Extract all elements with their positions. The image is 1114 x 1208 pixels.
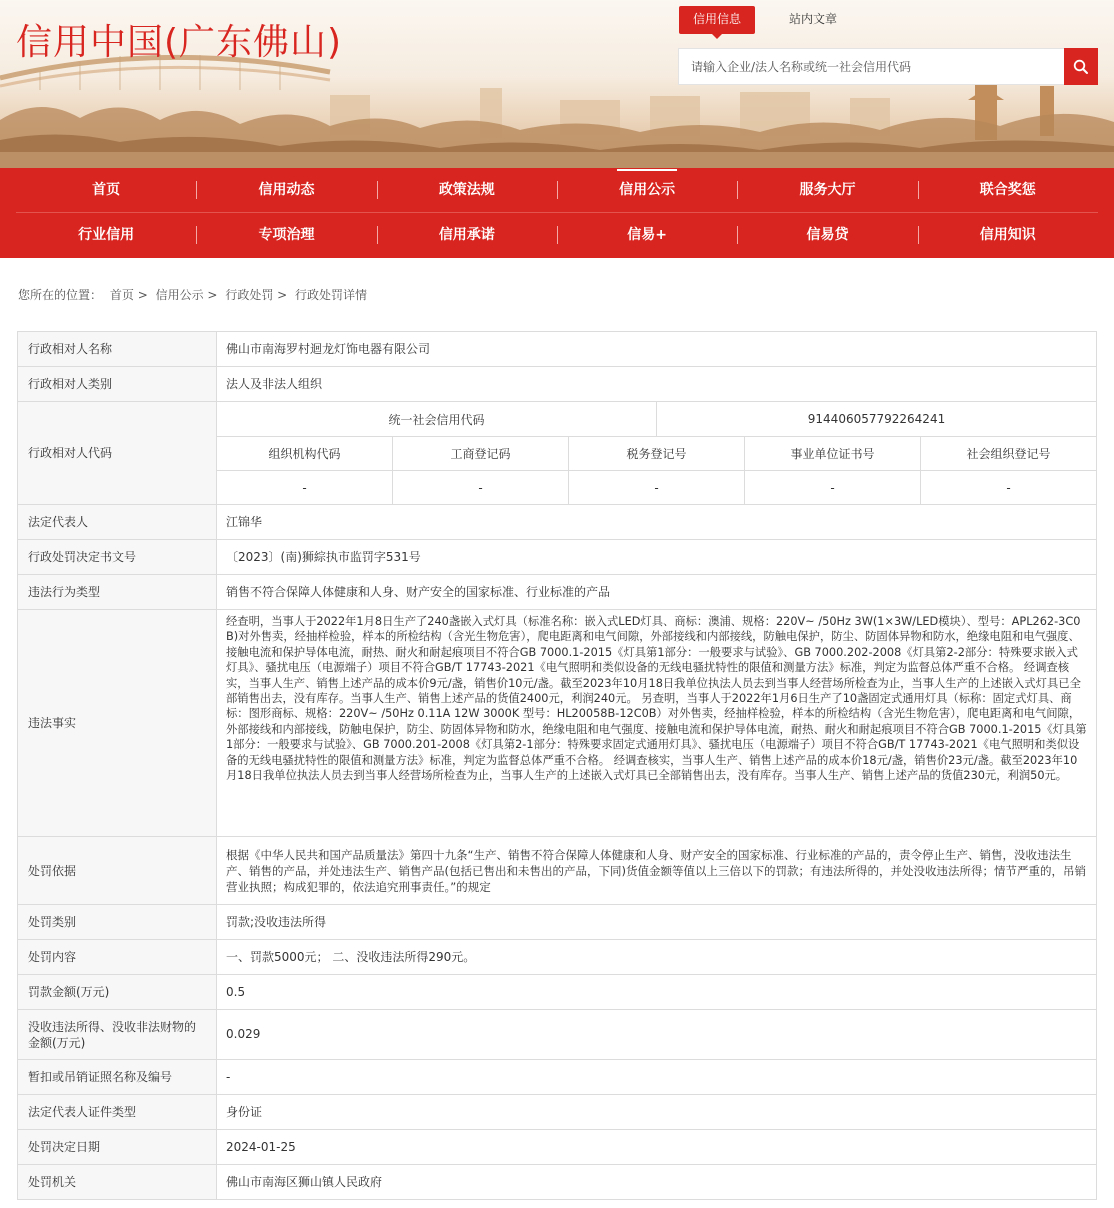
search-box xyxy=(678,48,1098,85)
decision-date-value: 2024-01-25 xyxy=(226,1139,296,1154)
field-label: 行政处罚决定书文号 xyxy=(18,540,217,574)
org-code-value: - xyxy=(302,480,307,495)
table-row xyxy=(18,574,1096,609)
field-label: 法定代表人 xyxy=(18,505,217,539)
field-label: 没收违法所得、没收非法财物的金额(万元) xyxy=(18,1010,217,1059)
table-row xyxy=(18,366,1096,401)
penalty-content-value: 一、罚款5000元； 二、没收违法所得290元。 xyxy=(226,949,476,964)
field-label: 处罚内容 xyxy=(18,940,217,974)
nav-row-secondary xyxy=(16,213,1098,258)
nav-row-primary xyxy=(16,168,1098,213)
decision-no-value: 〔2023〕(南)狮綜执市监罚字531号 xyxy=(226,549,421,564)
nav-industry-credit[interactable]: 行业信用 xyxy=(78,227,135,243)
field-label: 法定代表人证件类型 xyxy=(18,1095,217,1129)
breadcrumb-separator: > xyxy=(277,288,288,302)
org-code-header: 组织机构代码 xyxy=(268,447,341,461)
nav-credit-knowledge[interactable]: 信用知识 xyxy=(918,213,1098,258)
uscc-row xyxy=(217,402,1096,436)
nav-xinyi-loan[interactable]: 信易贷 xyxy=(737,213,917,258)
penalty-detail-table xyxy=(17,331,1097,1200)
code-header-row xyxy=(217,436,1096,470)
uscc-label: 统一社会信用代码 xyxy=(388,412,485,427)
penalty-basis-value: 根据《中华人民共和国产品质量法》第四十九条“生产、销售不符合保障人体健康和人身、财产安全的国家标准、行业标准的产品的，责令停止生产、销售，没收违法生产、销售的产品，并处违法生产、销售产品(包括已售出和未售出的产品，下同)货值金额等值以上三倍以下的罚款；有违法所得的，并处没收违法所得；情节严重的，吊销营业执照；构成犯罪的，依法追究刑事责任。”的规定 xyxy=(226,848,1086,894)
social-org-value: - xyxy=(920,471,1096,504)
nav-credit-disclosure[interactable]: 信用公示 xyxy=(557,168,737,213)
business-reg-header: 工商登记码 xyxy=(392,437,568,470)
field-label: 违法行为类型 xyxy=(18,575,217,609)
party-code-grid xyxy=(217,402,1096,504)
legal-rep-value: 江锦华 xyxy=(226,514,263,529)
confiscation-amount-value: 0.029 xyxy=(226,1027,261,1041)
main-nav xyxy=(0,168,1114,258)
nav-credit-commitment[interactable]: 信用承诺 xyxy=(377,213,557,258)
social-org-header: 社会组织登记号 xyxy=(920,437,1096,470)
tax-reg-value: - xyxy=(568,471,744,504)
table-row xyxy=(18,609,1096,836)
table-row xyxy=(18,1009,1096,1059)
field-label: 行政相对人名称 xyxy=(18,332,217,366)
search-input[interactable] xyxy=(679,49,1065,84)
search-icon xyxy=(1073,59,1089,75)
table-row xyxy=(18,1164,1096,1199)
violation-facts-value: 经查明，当事人于2022年1月8日生产了240盏嵌入式灯具（标准名称：嵌入式LED灯具、商标：澳浦、规格：220V~ /50Hz 3W(1×3W/LED模块）、型号：APL262-3C0B)对外售卖，经抽样检验，样本的所检结构（含光生物危害），爬电距离和电气间隙，外部接线和内部接线，防触电保护，防尘、防固体异物和防水，绝缘电阻和电气强度、接触电流和保护导体电流，耐热、耐火和耐起痕项目不符合GB 7000.1-2015《灯具第1部分：一般要求与试验》、GB 7000.202-2008《灯具第2-2部分：特殊要求嵌入式灯具》、骚扰电压（电源端子）项目不符合GB/T 17743-2021《电气照明和类似设备的无线电骚扰特性的限值和测量方法》标准，判定为监督总体严重不合格。 经调查核实，当事人生产、销售上述产品的成本价9元/盏，销售价10元/盏。截至2023年10月18日我单位执法人员去到当事人经营场所检查为止，当事人生产的上述嵌入式灯具已全部销售出去，没有库存。当事人生产、销售上述产品的货值2400元，利润240元。 另查明，当事人于2022年1月6日生产了10盏固定式通用灯具（标称：固定式灯具、商标：图形商标、规格：220V~ /50Hz 0.11A 12W 3000K 型号：HL20058B-12C0B）对外售卖，经抽样检验，样本的所检结构（含光生物危害），爬电距离和电气间隙，外部接线和内部接线，防触电保护，防尘、防固体异物和防水，绝缘电阻和电气强度、接触电流和保护导体电流，耐热、耐火和耐起痕项目不符合GB 7000.1-2015《灯具第1部分：一般要求与试验》、GB 7000.201-2008《灯具第2-1部分：特殊要求固定式通用灯具》、骚扰电压（电源端子）项目不符合GB/T 17743-2021《电气照明和类似设备的无线电骚扰特性的限值和测量方法》标准，判定为监督总体严重不合格。 经调查核实，当事人生产、销售上述产品的成本价18元/盏，销售价23元/盏。截至2023年10月18日我单位执法人员去到当事人经营场所检查为止，当事人生产的上述嵌入式灯具已全部销售出去，没有库存。当事人生产、销售上述产品的货值230元，利润50元。 xyxy=(226,615,1087,783)
nav-joint-rewards[interactable]: 联合奖惩 xyxy=(918,168,1098,213)
breadcrumb-home[interactable]: 首页 xyxy=(109,288,134,302)
license-value: - xyxy=(226,1069,231,1084)
table-row xyxy=(18,539,1096,574)
code-value-row xyxy=(217,470,1096,504)
field-label: 罚款金额(万元) xyxy=(18,975,217,1009)
breadcrumb-prefix: 您所在的位置： xyxy=(18,288,103,302)
nav-special-governance[interactable]: 专项治理 xyxy=(196,213,376,258)
uscc-value: 914406057792264241 xyxy=(656,402,1096,436)
breadcrumb-separator: > xyxy=(137,288,148,302)
id-type-value: 身份证 xyxy=(226,1104,263,1119)
table-row xyxy=(18,939,1096,974)
breadcrumb-credit-disclosure[interactable]: 信用公示 xyxy=(155,288,204,302)
field-label: 处罚机关 xyxy=(18,1165,217,1199)
table-row xyxy=(18,836,1096,904)
institution-cert-value: - xyxy=(744,471,920,504)
nav-xinyi-plus[interactable]: 信易+ xyxy=(557,213,737,258)
violation-type-value: 销售不符合保障人体健康和人身、财产安全的国家标准、行业标准的产品 xyxy=(226,584,611,599)
breadcrumb-current: 行政处罚详情 xyxy=(295,288,368,302)
party-name-value: 佛山市南海罗村迴龙灯饰电器有限公司 xyxy=(226,341,431,356)
authority-value: 佛山市南海区狮山镇人民政府 xyxy=(226,1174,383,1189)
table-row xyxy=(18,504,1096,539)
tab-credit-info[interactable]: 信用信息 xyxy=(679,6,755,34)
search-button[interactable] xyxy=(1064,48,1098,85)
nav-home[interactable]: 首页 xyxy=(92,182,121,198)
nav-service-hall[interactable]: 服务大厅 xyxy=(737,168,917,213)
table-row xyxy=(18,1059,1096,1094)
breadcrumb-admin-penalty[interactable]: 行政处罚 xyxy=(225,288,274,302)
nav-credit-news[interactable]: 信用动态 xyxy=(196,168,376,213)
institution-cert-header: 事业单位证书号 xyxy=(744,437,920,470)
breadcrumb xyxy=(18,286,367,303)
header-banner xyxy=(0,0,1114,168)
tax-reg-header: 税务登记号 xyxy=(568,437,744,470)
fine-amount-value: 0.5 xyxy=(226,984,246,999)
table-row xyxy=(18,332,1096,366)
field-label: 违法事实 xyxy=(18,610,217,836)
site-title[interactable]: 信用中国(广东佛山) xyxy=(16,22,343,63)
field-label: 行政相对人代码 xyxy=(18,402,217,504)
business-reg-value: - xyxy=(392,471,568,504)
tab-site-articles[interactable]: 站内文章 xyxy=(789,12,838,26)
table-row xyxy=(18,1094,1096,1129)
breadcrumb-separator: > xyxy=(207,288,218,302)
field-label: 处罚决定日期 xyxy=(18,1130,217,1164)
table-row xyxy=(18,904,1096,939)
penalty-type-value: 罚款;没收违法所得 xyxy=(226,914,327,929)
field-label: 处罚依据 xyxy=(18,837,217,904)
field-label: 处罚类别 xyxy=(18,905,217,939)
party-type-value: 法人及非法人组织 xyxy=(226,376,323,391)
field-label: 暂扣或吊销证照名称及编号 xyxy=(18,1060,217,1094)
search-tabs xyxy=(679,6,871,34)
table-row xyxy=(18,1129,1096,1164)
table-row xyxy=(18,401,1096,504)
table-row xyxy=(18,974,1096,1009)
field-label: 行政相对人类别 xyxy=(18,367,217,401)
nav-policies[interactable]: 政策法规 xyxy=(377,168,557,213)
